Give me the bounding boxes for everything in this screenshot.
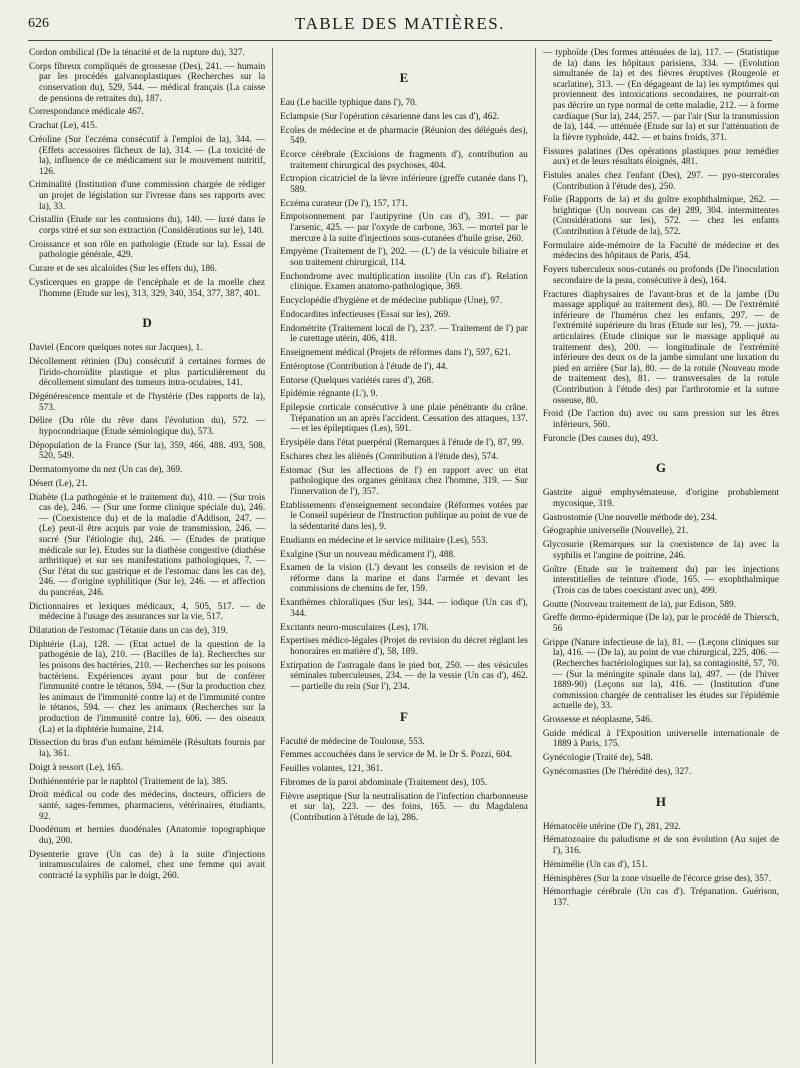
index-entry: Duodénum et hernies duodénales (Anatomie topographique du), 200.	[29, 825, 266, 846]
index-column-3	[536, 48, 786, 1064]
index-entry: Faculté de médecine de Toulouse, 553.	[280, 736, 425, 747]
index-columns	[22, 48, 786, 1064]
index-entry: Glycosurie (Remarques sur la coexistence de la) avec la syphilis et l'angine de poitrine, 246.	[542, 540, 779, 561]
index-entry: Corps fibreux compliqués de grossesse (Des), 241. — humain par les procédés galvanoplastiques (Recherches sur la conservation du), 529, 544. — médical français (La caisse de pensions de retraites du), 187.	[29, 61, 266, 104]
index-column-2	[273, 48, 536, 1064]
index-entry: Dermatomyome du nez (Un cas de), 369.	[29, 465, 183, 476]
index-entry: Fibromes de la paroi abdominale (Traitement des), 105.	[280, 777, 488, 788]
index-entry: Géographie universelle (Nouvelle), 21.	[542, 526, 689, 537]
index-entry: Eczéma curateur (De l'), 157, 171.	[280, 198, 408, 209]
index-entry: Dépopulation de la France (Sur la), 359, 466, 488. 493, 508, 520, 549.	[29, 440, 266, 462]
section-letter: E	[399, 70, 409, 85]
index-entry: Ecoles de médecine et de pharmacie (Réunion des délégués des), 549.	[280, 125, 528, 147]
index-entry: Ectropion cicatriciel de la lèvre inférieure (greffe cutanée dans l'), 589.	[280, 174, 528, 195]
page-number: 626	[28, 16, 49, 31]
index-entry: Dilatation de l'estomac (Tétanie dans un cas de), 319.	[29, 626, 228, 637]
index-entry: Encyclopédie d'hygiène et de médecine publique (Une), 97.	[280, 296, 503, 307]
index-entry: Diphtérie (La), 128. — (Etat actuel de la question de la pathogénie de la), 210. — (Bacilles de la). Recherches sur les poisons des bactéries, 210. — Recherches sur les poisons bactériens. Expériences ayant pour but de conférer l'immunité contre le tétanos, 594. — (Sur la production chez les animaux de l'immunité contre la) et de l'immunité contre le tétanos, 594. — chez les animaux (Recherches sur la production de l'immunité contre la), 606. — des oiseaux (La) et la diphtérie humaine, 214.	[29, 639, 266, 735]
index-entry: Endocardites infectieuses (Essai sur les), 269.	[280, 309, 451, 320]
index-entry: Furoncle (Des causes du), 493.	[542, 433, 658, 444]
index-entry: Daviel (Encore quelques notes sur Jacques), 1.	[29, 343, 203, 354]
index-entry: Examen de la vision (L') devant les conseils de revision et de réforme dans la marine et dans l'armée et devant les commissions de chemins de fer, 159.	[280, 563, 528, 595]
index-entry: Empoisonnement par l'autipyrine (Un cas d'), 391. — par l'arsenic, 425. — par l'oxyde de carbone, 363. — mortel par le mercure à la suite d'injections sous-cutanées d'huile grise, 260.	[280, 212, 528, 244]
index-entry: Croissance et son rôle en pathologie (Etude sur la). Essai de pathologie générale, 429.	[29, 239, 266, 261]
index-column-1	[22, 48, 273, 1064]
index-entry: — typhoïde (Des formes atténuées de la), 117. — (Statistique de la) dans les hôpitaux parisiens, 334. — (Evolution simultanée de la) et des fièvres éruptives (Rougeole et scarlatine), 313. — (En dégageant de la) les symptômes qui proviennent des intoxications secondaires, ne pourrait-on pas décrire un type normal de cette maladie, 212. — à forme cardiaque (Sur la), 244, 257. — par l'air (Sur la transmission de la), 144. — atténuée (Etude sur la) et sur l'atténuation de la fièvre typhoïde, 442. — et bains froids, 371.	[542, 48, 779, 143]
index-entry: Empyème (Traitement de l'), 202. — (L') de la vésicule biliaire et son traitement chirurgical, 114.	[280, 247, 528, 269]
index-entry: Hématozoaire du paludisme et de son évolution (Au sujet de l'), 316.	[542, 835, 779, 856]
index-entry: Enchondrome avec multiplication insolite (Un cas d'). Relation clinique. Examen anatomo-pathologique, 369.	[280, 271, 528, 293]
section-letter: G	[655, 460, 666, 476]
index-entry: Goître (Etude sur le traitement du) par les injections interstitielles de teinture d'iode, 165. — exophthalmique (Trois cas de tabes coexistant avec un), 499.	[542, 564, 779, 596]
index-entry: Dothiénentérie par le naphtol (Traitement de la), 385.	[29, 776, 228, 787]
index-entry: Hémorrhagie cérébrale (Un cas d'). Trépanation. Guérison, 137.	[542, 887, 779, 908]
index-entry: Criminalité (Institution d'une commission chargée de rédiger un projet de législation sur l'ivresse dans ses rapports avec la), 33.	[29, 180, 266, 212]
index-entry: Formulaire aide-mémoire de la Faculté de médecine et des médecins des hôpitaux de Paris, 454.	[542, 240, 779, 262]
index-entry: Gastrostomie (Une nouvelle méthode de), 234.	[542, 512, 718, 523]
index-entry: Grippe (Nature infectieuse de la), 81. — (Leçons cliniques sur la), 416. — (De la), au point de vue chirurgical, 225, 406. — (Recherches bactériologiques sur la), sa contagiosité, 57, 70. — (Sur la méningite spinale dans la), 497. — (de l'hiver 1889-90) (Leçons sur la), 416. — (Institution d'une commission chargée de centraliser les études sur l'épidémie actuelle de), 33.	[542, 637, 779, 712]
index-entry: Etudiants en médecine et le service militaire (Les), 553.	[280, 535, 488, 546]
index-entry: Diabète (La pathogénie et le traitement du), 410. — (Sur trois cas de), 246. — (Sur une forme clinique spéciale du), 246. — (Coexistence du) et de la maladie d'Addison, 247. — (Le) peut-il être acquis par voie de transmission, 246. — sucré (Sur l'étiologie du), 246. — (Etudes de pratique médicale sur le). Etudes sur la diathèse congestive (diathèse arthritique) et sur ses manifestations pathologiques, 7. — (Sur l'état du suc gastrique et de l'estomac dans les cas de), 246. — d'origine syphilitique (Sur le), 246. — et affection du pancréas, 246.	[29, 492, 266, 598]
index-entry: Cordon ombilical (De la ténacité et de la rupture du), 327.	[29, 48, 245, 58]
index-entry: Crachat (Le), 415.	[29, 121, 98, 132]
index-entry: Guide médical à l'Exposition universelle internationale de 1889 à Paris, 175.	[542, 728, 779, 750]
index-entry: Extirpation de l'astragale dans le pied bot, 250. — des vésicules séminales tuberculeuses, 234. — de la vessie (Un cas d'), 462. — partielle du rein (Sur l'), 234.	[280, 660, 528, 692]
index-entry: Epilepsie corticale consécutive à une plaie pénétrante du crâne. Trépanation un an après l'accident. Cessation des attaques, 137. — et les épileptiques (Les), 591.	[280, 403, 528, 435]
index-entry: Etablissements d'enseignement secondaire (Réformes votées par le Conseil supérieur de l'Instruction publique au point de vue de la sédentarité dans les), 9.	[280, 500, 528, 532]
index-entry: Folie (Rapports de la) et du goître exophthalmique, 262. — brightique (Un nouveau cas de) 289, 304. intermittentes (Considérations sur les), 572. — chez les enfants (Contribution à l'étude de la), 572.	[542, 195, 779, 238]
index-entry: Dégénérescence mentale et de l'hystérie (Des rapports de la), 573.	[29, 391, 266, 413]
index-entry: Eschares chez les aliénés (Contribution à l'étude des), 574.	[280, 452, 499, 462]
index-entry: Froid (De l'action du) avec ou sans pression sur les êtres inférieurs, 560.	[542, 409, 779, 430]
index-entry: Fièvre aseptique (Sur la neutralisation de l'infection charbonneuse et sur la), 223. — des foins, 165. — du Magdalena (Contribution à l'étude de la), 286.	[280, 791, 528, 823]
index-entry: Expertises médico-légales (Projet de revision du décret réglant les honoraires en matière d'), 58, 189.	[280, 636, 528, 657]
index-entry: Curare et de ses alcaloïdes (Sur les effets du), 186.	[29, 264, 218, 275]
index-entry: Ecorce cérébrale (Excisions de fragments d'), contribution au traitement chirurgical des psychoses, 404.	[280, 149, 528, 171]
index-entry: Décollement rétinien (Du) consécutif à certaines formes de l'irido-choroïdite plastique et plus particulièrement du décollement simulant des tumeurs intra-oculaires, 141.	[29, 356, 266, 389]
index-entry: Endométrite (Traitement local de l'), 237. — Traitement de l') par le curettage utérin, 406, 418.	[280, 323, 528, 345]
index-entry: Cysticerques en grappe de l'encéphale et de la moelle chez l'homme (Etude sur les), 313, 329, 340, 354, 377, 387, 401.	[29, 277, 266, 299]
index-entry: Doigt à ressort (Le), 165.	[29, 762, 123, 773]
index-entry: Gastrite aiguë emphysémateuse, d'origine probablement mycosique, 319.	[542, 488, 779, 509]
index-entry: Gynécologie (Traité de), 548.	[542, 753, 653, 764]
index-entry: Greffe dermo-épidermique (De la), par le procédé de Thiersch, 56	[542, 613, 779, 634]
index-entry: Excitants neuro-musculaires (Les), 178.	[280, 622, 429, 633]
index-entry: Correspondance médicale 467.	[29, 107, 144, 118]
index-entry: Créoline (Sur l'eczéma consécutif à l'emploi de la), 344. — (Effets accessoires fâcheux de la), 314. — (La toxicité de la), influence de ce médicament sur le mouvement nutritif, 126.	[29, 134, 266, 177]
index-entry: Fissures palatines (Des opérations plastiques pour remédier aux) et de leurs résultats éloignés, 481.	[542, 146, 779, 168]
section-letter: H	[655, 793, 666, 809]
index-entry: Cristallin (Etude sur les contusions du), 140. — luxé dans le corps vitré et sur son extraction (Considérations sur le), 140.	[29, 215, 266, 237]
index-entry: Entorse (Quelques variétés rares d'), 268.	[280, 375, 434, 386]
index-entry: Entéroptose (Contribution à l'étude de l'), 44.	[280, 361, 448, 372]
index-entry: Dysenterie grave (Un cas de) à la suite d'injections intramusculaires de calomel, chez une femme qui avait contracté la syphilis par le doigt, 260.	[29, 849, 266, 881]
index-entry: Epidémie régnante (L'), 9.	[280, 389, 378, 400]
index-entry: Hémimélie (Un cas d'), 151.	[542, 859, 648, 870]
index-entry: Erysipèle dans l'état puerpéral (Remarques à l'étude de l'), 87, 99.	[280, 438, 524, 449]
index-entry: Fractures diaphysaires de l'avant-bras et de la jambe (Du massage appliqué au traitement des), 80. — De l'extrémité inférieure de l'humérus chez les enfants, 297. — de l'extrémité supérieure du bras (Etude sur les), 79. — juxta-articulaires (Etude clinique sur le massage appliqué au traitement des), 200. — longitudinale de l'extrémité inférieure des deux os de la jambe simulant une luxation du pied en arrière (Sur la), 80. — de la rotule (Nouveau mode de traitement des), 81. — transversales de la rotule (Contribution à l'étude des) par l'arthrotomie et la suture osseuse, 80.	[542, 289, 779, 406]
index-entry: Délire (Du rôle du rêve dans l'évolution du), 572. — hypocondriaque (Etude sémiologique du), 573.	[29, 416, 266, 437]
index-entry: Feuilles volantes, 121, 361.	[280, 764, 383, 775]
index-entry: Estomac (Sur les affections de l') en rapport avec un état pathologique des organes génitaux chez l'homme, 319. — Sur l'innervation de l'), 357.	[280, 465, 528, 497]
index-entry: Exalgine (Sur un nouveau médicament l'), 488.	[280, 549, 456, 560]
running-title: TABLE DES MATIÈRES.	[295, 14, 505, 33]
index-entry: Désert (Le), 21.	[29, 478, 88, 489]
index-entry: Hématocèle utérine (De l'), 281, 292.	[542, 821, 681, 832]
page-header	[28, 14, 772, 41]
index-entry: Goutte (Nouveau traitement de la), par Edison, 589.	[542, 599, 736, 610]
section-letter: F	[400, 708, 408, 724]
index-entry: Gynécomasties (De l'hérédité des), 327.	[542, 767, 692, 777]
index-entry: Grossesse et néoplasme, 546.	[542, 715, 653, 726]
index-entry: Exanthèmes chloraliques (Sur les), 344. — iodique (Un cas d'), 344.	[280, 598, 528, 619]
index-entry: Hémisphères (Sur la zone visuelle de l'écorce grise des), 357.	[542, 873, 771, 884]
index-entry: Dissection du bras d'un enfant hémimèle (Résultats fournis par la), 361.	[29, 738, 266, 759]
index-entry: Dictionnaires et lexiques médicaux, 4, 505, 517. — de médecine à l'usage des assurances sur la vie, 517.	[29, 601, 266, 623]
index-entry: Eau (Le bacille typhique dans l'), 70.	[280, 98, 418, 108]
index-entry: Foyers tuberculeux sous-cutanés ou profonds (De l'inoculation secondaire de la peau, consécutive à des), 164.	[542, 265, 779, 286]
index-entry: Eclampsie (Sur l'opération césarienne dans les cas d'), 462.	[280, 111, 500, 122]
index-entry: Droit médical ou code des médecins, docteurs, officiers de santé, sages-femmes, pharmaciens, vétérinaires, étudiants, 92.	[29, 790, 266, 822]
index-entry: Fistules anales chez l'enfant (Des), 297. — pyo-stercorales (Contribution à l'étude des), 250.	[542, 170, 779, 192]
index-entry: Enseignement médical (Projets de réformes dans l'), 597, 621.	[280, 348, 511, 359]
index-entry: Femmes accouchées dans le service de M. le Dr S. Pozzi, 604.	[280, 750, 513, 761]
section-letter: D	[142, 315, 152, 331]
